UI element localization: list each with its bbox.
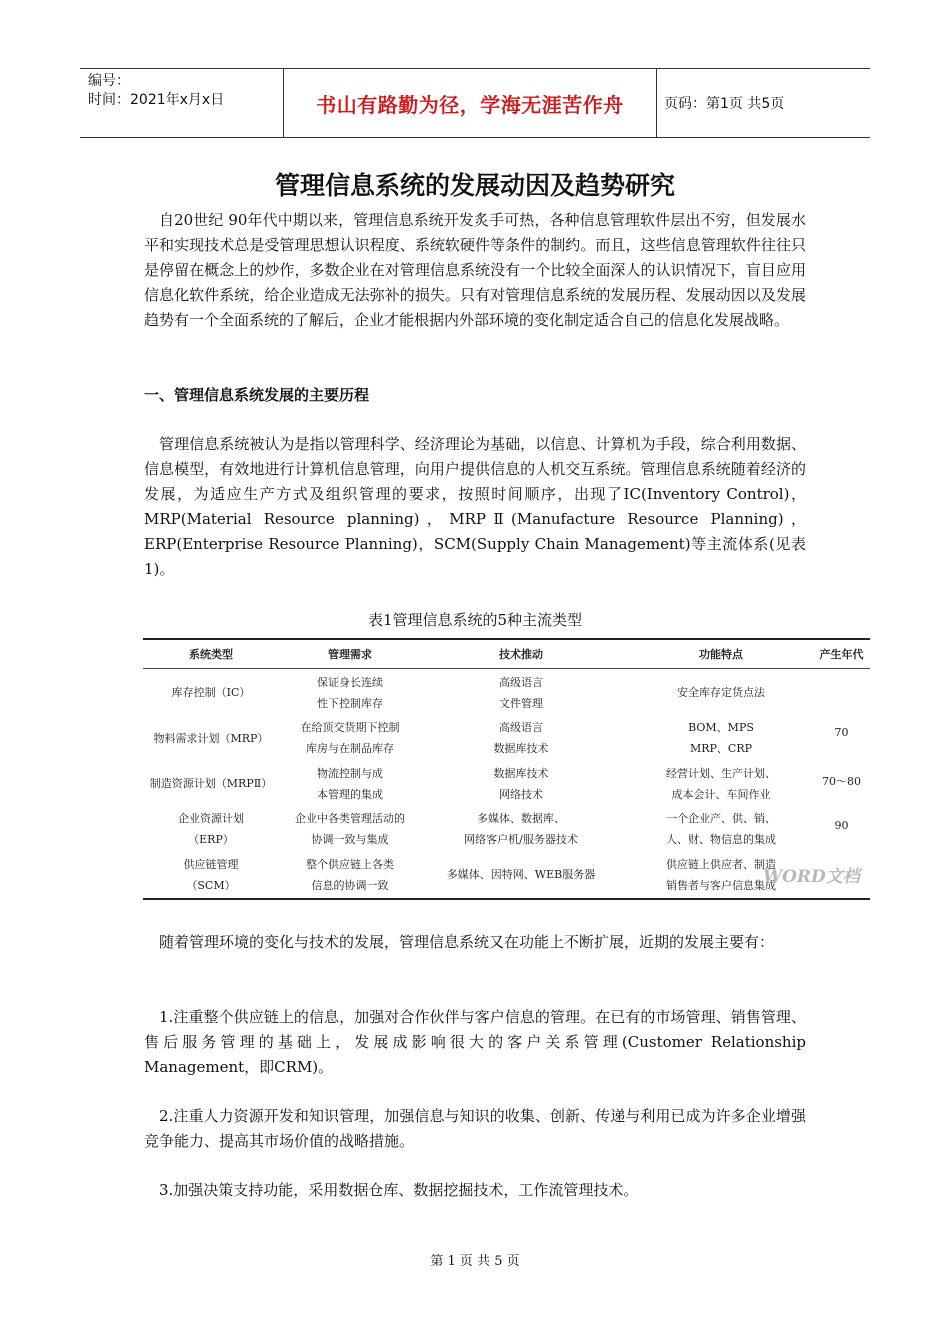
table-cell: [143, 716, 279, 762]
header-meta: [80, 69, 280, 137]
table-cell: [279, 852, 421, 898]
header-page-info: 页码：第1页 共5页: [664, 96, 785, 112]
header-motto-cell: [283, 69, 657, 137]
page-footer: 第 1 页 共 5 页: [430, 1254, 520, 1269]
table-cell-line: 高级语言: [499, 721, 543, 735]
table-header-cell: 系统类型: [189, 647, 233, 661]
table-cell-line: 库存控制（IC）: [171, 686, 251, 700]
table-cell: [279, 807, 421, 853]
table-cell-line: 整个供应链上各类: [306, 857, 394, 871]
table-cell-line: BOM、MPS: [688, 721, 754, 735]
table-cell-line: 物料需求计划（MRP）: [153, 731, 269, 745]
table-cell-line: 成本会计、车间作业: [671, 787, 771, 801]
table-cell: [279, 716, 421, 762]
table-cell-line: 人、财、物信息的集成: [666, 833, 776, 847]
table-year: 90: [834, 819, 849, 832]
table-cell-line: 数据库技术: [493, 742, 549, 756]
table-header-cell: 技术推动: [499, 647, 543, 661]
table-cell-line: MRP、CRP: [689, 742, 753, 756]
table-cell: [143, 852, 279, 898]
header-motto: 书山有路勤为径，学海无涯苦作舟: [316, 92, 624, 117]
table-header-row: [143, 640, 870, 669]
table-cell-line: 数据库技术: [493, 766, 549, 780]
page-header: [80, 68, 870, 138]
watermark-logo: WORD文档: [763, 867, 860, 887]
table-cell: [279, 761, 421, 807]
table-cell-line: 多媒体、因特网、WEB服务器: [446, 868, 596, 882]
table-cell-line: 性下控制库存: [317, 696, 383, 710]
table-cell-line: 高级语言: [499, 675, 543, 689]
table-cell-line: 在给顶交货期下控制: [300, 721, 400, 735]
table-cell-line: （ERP）: [188, 833, 234, 847]
document-date: 时间：2021年x月x日: [88, 92, 225, 108]
table-cell-line: 供应链管理: [183, 857, 239, 871]
table-cell-line: 文件管理: [499, 696, 543, 710]
list-item: 1.注重整个供应链上的信息，加强对合作伙伴与客户信息的管理。在已有的市场管理、销售管理、售后服务管理的基础上，发展成影响很大的客户关系管理(Customer Relationship Management，即CRM)。: [144, 1008, 806, 1076]
table-header-cell: 产生年代: [819, 647, 864, 661]
table-cell-line: 多媒体、数据库、: [477, 812, 565, 826]
table-cell: [621, 761, 821, 807]
table-cell-line: 企业资源计划: [178, 812, 244, 826]
table-cell-line: 销售者与客户信息集成: [666, 878, 776, 892]
table-cell: [421, 716, 621, 762]
table-year: 70: [834, 726, 849, 739]
list-item: 2.注重人力资源开发和知识管理，加强信息与知识的收集、创新、传递与利用已成为许多企业增强竞争能力、提高其市场价值的战略措施。: [144, 1107, 806, 1150]
table-cell: [143, 670, 279, 716]
list-item: 3.加强决策支持功能，采用数据仓库、数据挖掘技术，工作流管理技术。: [159, 1181, 639, 1199]
intro-paragraph: 自20世纪 90年代中期以来，管理信息系统开发炙手可热，各种信息管理软件层出不穷，但发展水平和实现技术总是受管理思想认识程度、系统软硬件等条件的制约。而且，这些信息管理软件往往只是停留在概念上的炒作，多数企业在对管理信息系统没有一个比较全面深人的认识情况下，盲目应用信息化软件系统，给企业造成无法弥补的损失。只有对管理信息系统的发展历程、发展动因以及发展趋势有一个全面系统的了解后，企业才能根据内外部环境的变化制定适合自己的信息化发展战略。: [144, 211, 806, 329]
table-cell-line: 库房与在制品库存: [306, 742, 394, 756]
table-cell-line: 信息的协调一致: [311, 878, 389, 892]
table-cell-line: 经营计划、生产计划、: [666, 766, 776, 780]
table-cell: [621, 716, 821, 762]
table-cell-line: 供应链上供应者、制造: [666, 857, 776, 871]
table-header-cell: 管理需求: [328, 647, 372, 661]
systems-table: [143, 638, 870, 900]
table-cell-line: 制造资源计划（MRPⅡ）: [149, 777, 273, 791]
table-cell: [621, 670, 821, 716]
table-year: 70～80: [822, 775, 861, 788]
section-heading: 一、管理信息系统发展的主要历程: [144, 386, 370, 404]
table-cell-line: 物流控制与成: [317, 766, 383, 780]
table-cell: [421, 852, 621, 898]
table-header-cell: 功能特点: [699, 647, 743, 661]
table-cell-line: 安全库存定货点法: [677, 686, 765, 700]
table-cell-line: （SCM）: [186, 878, 236, 892]
table-cell: [421, 670, 621, 716]
table-cell: [421, 807, 621, 853]
table-cell: [143, 761, 279, 807]
table-caption: 表1管理信息系统的5种主流类型: [367, 611, 583, 629]
table-cell-line: 本管理的集成: [317, 787, 383, 801]
table-cell-line: 网络技术: [499, 787, 543, 801]
recent-paragraph: 随着管理环境的变化与技术的发展，管理信息系统又在功能上不断扩展，近期的发展主要有：: [159, 933, 775, 951]
table-cell-line: 保证身长连续: [317, 675, 383, 689]
section-paragraph: 管理信息系统被认为是指以管理科学、经济理论为基础，以信息、计算机为手段，综合利用数据、信息模型，有效地进行计算机信息管理，向用户提供信息的人机交互系统。管理信息系统随着经济的发展，为适应生产方式及组织管理的要求，按照时间顺序，出现了IC(Inventory Control)，MRP(Material Resource planning)，MRPⅡ(Manufacture Resource Planning)，ERP(Enterprise Resource Planning)，SCM(Supply Chain Management)等主流体系(见表1)。: [144, 435, 806, 578]
document-number-label: 编号：: [88, 73, 130, 89]
table-cell: [621, 807, 821, 853]
table-cell-line: 企业中各类管理活动的: [295, 812, 405, 826]
table-cell: [279, 670, 421, 716]
table-cell: [143, 807, 279, 853]
table-cell: [421, 761, 621, 807]
table-cell-line: 一个企业产、供、销、: [666, 812, 776, 826]
table-cell-line: 网络客户机/服务器技术: [464, 833, 578, 847]
table-cell-line: 协调一致与集成: [311, 833, 389, 847]
document-title: 管理信息系统的发展动因及趋势研究: [274, 171, 675, 200]
